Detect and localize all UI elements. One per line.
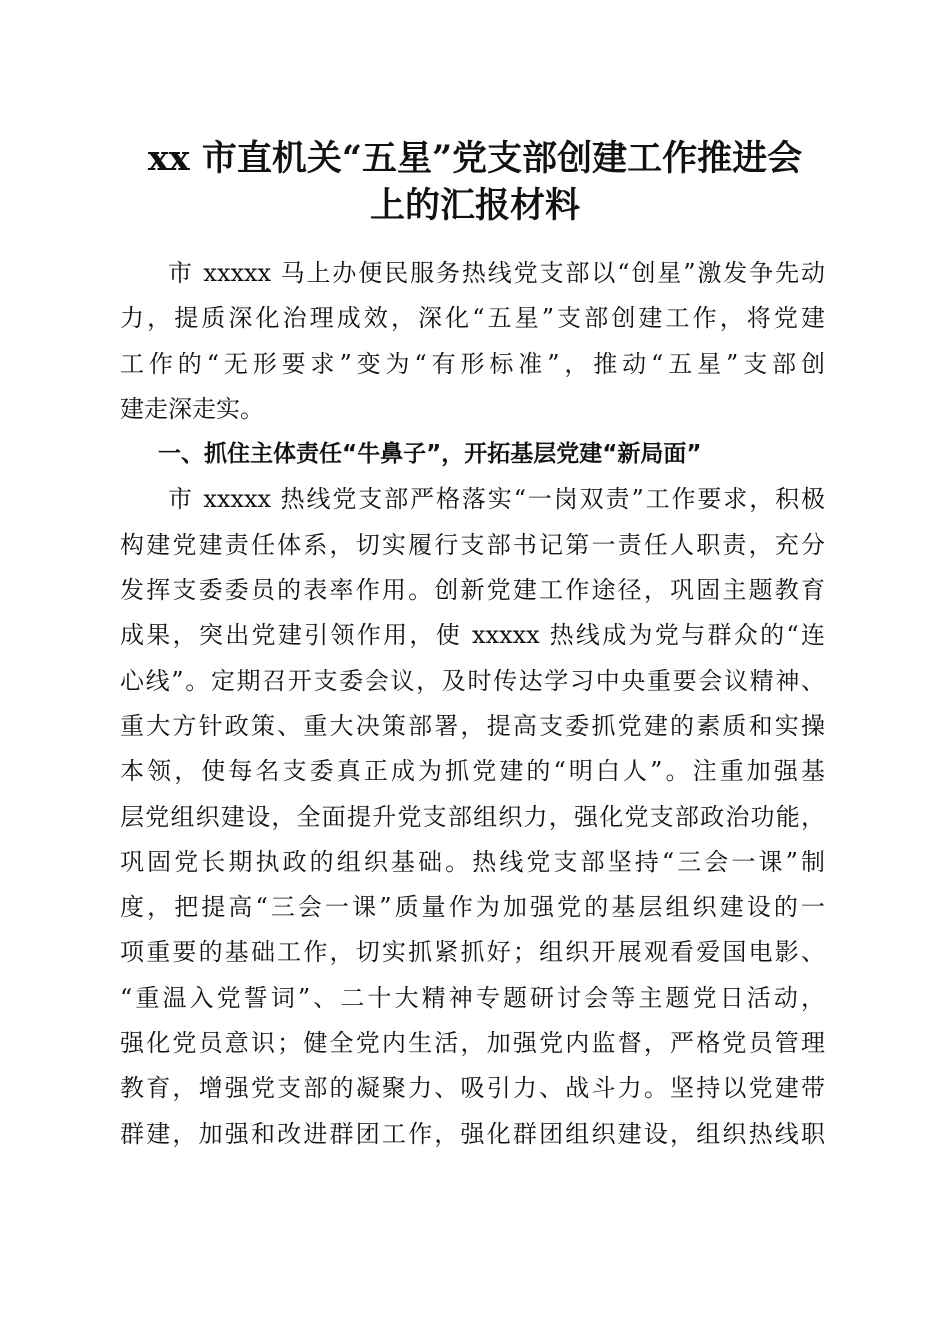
document-body xyxy=(120,251,825,1157)
title-line-2: 上的汇报材料 xyxy=(369,185,580,226)
paragraph-line: 心线”。定期召开支委会议，及时传达学习中央重要会议精神、 xyxy=(120,666,825,695)
paragraph-line: 度，把提高“三会一课”质量作为加强党的基层组织建设的一 xyxy=(120,893,825,922)
intro-line: 建走深走实。 xyxy=(120,394,264,423)
paragraph-line: 项重要的基础工作，切实抓紧抓好；组织开展观看爱国电影、 xyxy=(120,938,825,967)
paragraph-line: “重温入党誓词”、二十大精神专题研讨会等主题党日活动， xyxy=(120,983,825,1012)
paragraph-line: 成果，突出党建引领作用，使 xxxxx 热线成为党与群众的“连 xyxy=(120,621,825,650)
paragraph-line: 本领，使每名支委真正成为抓党建的“明白人”。注重加强基 xyxy=(120,757,825,786)
section-heading: 一、抓住主体责任“牛鼻子”，开拓基层党建“新局面” xyxy=(158,441,702,468)
document-title xyxy=(110,135,840,229)
paragraph-line: 构建党建责任体系，切实履行支部书记第一责任人职责，充分 xyxy=(120,530,825,559)
paragraph-line: 教育，增强党支部的凝聚力、吸引力、战斗力。坚持以党建带 xyxy=(120,1074,825,1103)
paragraph-line: 层党组织建设，全面提升党支部组织力，强化党支部政治功能， xyxy=(120,802,825,831)
paragraph-line: 群建，加强和改进群团工作，强化群团组织建设，组织热线职 xyxy=(120,1119,825,1148)
paragraph-line: 巩固党长期执政的组织基础。热线党支部坚持“三会一课”制 xyxy=(120,847,825,876)
paragraph-line: 强化党员意识；健全党内生活，加强党内监督，严格党员管理 xyxy=(120,1029,825,1058)
paragraph-line: 发挥支委委员的表率作用。创新党建工作途径，巩固主题教育 xyxy=(120,576,825,605)
intro-line: 市 xxxxx 马上办便民服务热线党支部以“创星”激发争先动 xyxy=(168,259,825,287)
intro-line: 力，提质深化治理成效，深化“五星”支部创建工作，将党建 xyxy=(120,304,825,333)
title-line-1: xx 市直机关“五星”党支部创建工作推进会 xyxy=(147,138,803,179)
paragraph-line: 重大方针政策、重大决策部署，提高支委抓党建的素质和实操 xyxy=(120,711,825,740)
paragraph-line: 市 xxxxx 热线党支部严格落实“一岗双责”工作要求，积极 xyxy=(168,485,825,514)
intro-line: 工作的“无形要求”变为“有形标准”，推动“五星”支部创 xyxy=(120,349,825,378)
